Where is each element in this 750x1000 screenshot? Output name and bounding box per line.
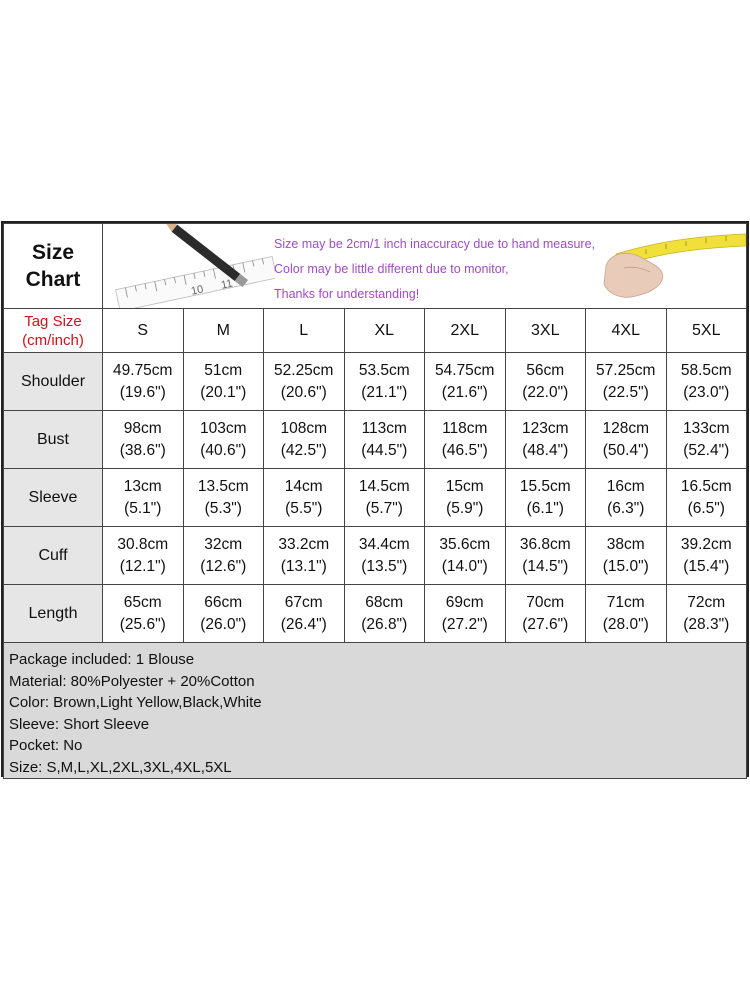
measurement-cell (666, 411, 747, 469)
material-line: Material: 80%Polyester + 20%Cotton (9, 672, 255, 690)
cm-value: 56cm (526, 361, 565, 379)
measurement-cell (264, 353, 345, 411)
size-header-3xl: 3XL (505, 309, 586, 353)
inch-value: (46.5") (441, 441, 488, 459)
size-header-m: M (183, 309, 264, 353)
size-header-s: S (103, 309, 184, 353)
measurement-cell (264, 469, 345, 527)
cm-value: 70cm (526, 593, 565, 611)
inch-value: (28.3") (683, 615, 730, 633)
cm-value: 58.5cm (680, 361, 732, 379)
cm-value: 52.25cm (274, 361, 334, 379)
inch-value: (5.1") (124, 499, 162, 517)
inch-value: (38.6") (119, 441, 166, 459)
inch-value: (23.0") (683, 383, 730, 401)
inch-value: (5.7") (365, 499, 403, 517)
measurement-row-length (4, 585, 747, 643)
cm-value: 38cm (606, 535, 645, 553)
inch-value: (6.1") (526, 499, 564, 517)
cm-value: 54.75cm (435, 361, 495, 379)
measurement-cell (183, 353, 264, 411)
measurement-cell (586, 353, 667, 411)
size-chart (1, 221, 749, 777)
banner-note-thanks: Thanks for understanding! (274, 287, 420, 301)
inch-value: (5.5") (285, 499, 323, 517)
measurement-cell (505, 585, 586, 643)
measurement-cell (103, 585, 184, 643)
measurement-cell (586, 585, 667, 643)
measurement-cell (505, 411, 586, 469)
cm-value: 57.25cm (596, 361, 656, 379)
ruler-number-10: 10 (190, 283, 205, 298)
package-info (4, 643, 747, 779)
inch-value: (26.0") (200, 615, 247, 633)
inch-value: (13.1") (280, 557, 327, 575)
measurement-cell (103, 527, 184, 585)
inch-value: (26.4") (280, 615, 327, 633)
measurement-cell (344, 411, 425, 469)
measurement-row-shoulder (4, 353, 747, 411)
cm-value: 123cm (521, 419, 569, 437)
inch-value: (14.5") (522, 557, 569, 575)
inch-value: (5.3") (204, 499, 242, 517)
cm-value: 68cm (365, 593, 404, 611)
size-header-xl: XL (344, 309, 425, 353)
cm-value: 71cm (606, 593, 645, 611)
measurement-cell (505, 527, 586, 585)
inch-value: (6.5") (687, 499, 725, 517)
cm-value: 49.75cm (113, 361, 173, 379)
measurement-cell (425, 469, 506, 527)
inch-value: (40.6") (200, 441, 247, 459)
inch-value: (21.6") (441, 383, 488, 401)
measurement-cell (505, 353, 586, 411)
inch-value: (22.5") (602, 383, 649, 401)
inch-value: (19.6") (119, 383, 166, 401)
package-included-line: Package included: 1 Blouse (9, 651, 195, 668)
size-chart-table (3, 223, 747, 779)
measurement-cell (183, 527, 264, 585)
cm-value: 33.2cm (278, 535, 330, 553)
inch-value: (52.4") (683, 441, 730, 459)
pencil-ruler-icon (105, 224, 275, 308)
inch-value: (15.4") (683, 557, 730, 575)
size-list-line: Size: S,M,L,XL,2XL,3XL,4XL,5XL (9, 758, 232, 776)
measurement-cell (586, 411, 667, 469)
row-label: Length (4, 585, 103, 643)
cm-value: 51cm (204, 361, 243, 379)
cm-value: 15cm (445, 477, 484, 495)
inch-value: (20.1") (200, 383, 247, 401)
cm-value: 35.6cm (439, 535, 491, 553)
measurement-cell (666, 527, 747, 585)
inch-value: (12.1") (119, 557, 166, 575)
measurement-cell (425, 585, 506, 643)
measurement-cell (505, 469, 586, 527)
cm-value: 14.5cm (358, 477, 410, 495)
inch-value: (42.5") (280, 441, 327, 459)
cm-value: 66cm (204, 593, 243, 611)
size-chart-title-line1: Size (31, 241, 75, 264)
row-label: Cuff (4, 527, 103, 585)
inch-value: (13.5") (361, 557, 408, 575)
measurement-cell (183, 469, 264, 527)
inch-value: (50.4") (602, 441, 649, 459)
row-label: Sleeve (4, 469, 103, 527)
measurement-cell (586, 469, 667, 527)
measurement-row-cuff (4, 527, 747, 585)
sleeve-type-line: Sleeve: Short Sleeve (9, 715, 150, 733)
measurement-rows (4, 353, 747, 643)
inch-value: (27.2") (441, 615, 488, 633)
measurement-cell (586, 527, 667, 585)
measurement-cell (183, 585, 264, 643)
measurement-cell (425, 353, 506, 411)
inch-value: (26.8") (361, 615, 408, 633)
inch-value: (22.0") (522, 383, 569, 401)
inch-value: (28.0") (602, 615, 649, 633)
measurement-cell (666, 585, 747, 643)
size-chart-title-line2: Chart (25, 268, 81, 291)
size-chart-title-cell (4, 224, 103, 309)
banner-note-accuracy: Size may be 2cm/1 inch inaccuracy due to hand measure, (274, 237, 596, 251)
measurement-cell (103, 353, 184, 411)
cm-value: 53.5cm (358, 361, 410, 379)
size-header-5xl: 5XL (666, 309, 747, 353)
measurement-cell (344, 353, 425, 411)
pocket-line: Pocket: No (9, 737, 83, 754)
measurement-cell (103, 411, 184, 469)
cm-value: 13.5cm (197, 477, 249, 495)
measurement-cell (344, 469, 425, 527)
cm-value: 36.8cm (519, 535, 571, 553)
size-header-4xl: 4XL (586, 309, 667, 353)
ruler-number-11: 11 (220, 277, 234, 292)
cm-value: 67cm (284, 593, 323, 611)
cm-value: 30.8cm (117, 535, 169, 553)
measurement-cell (264, 585, 345, 643)
measurement-cell (344, 585, 425, 643)
cm-value: 15.5cm (519, 477, 571, 495)
size-header-2xl: 2XL (425, 309, 506, 353)
cm-value: 13cm (123, 477, 162, 495)
measurement-cell (264, 411, 345, 469)
tag-size-label: Tag Size (cm/inch) (4, 309, 103, 353)
size-header-l: L (264, 309, 345, 353)
measurement-cell (103, 469, 184, 527)
measurement-cell (425, 411, 506, 469)
cm-value: 39.2cm (680, 535, 732, 553)
measurement-cell (264, 527, 345, 585)
row-label: Bust (4, 411, 103, 469)
cm-value: 16.5cm (680, 477, 732, 495)
measurement-row-sleeve (4, 469, 747, 527)
measurement-banner (103, 224, 747, 309)
cm-value: 103cm (199, 419, 247, 437)
cm-value: 133cm (682, 419, 730, 437)
measurement-cell (666, 353, 747, 411)
inch-value: (14.0") (441, 557, 488, 575)
cm-value: 14cm (284, 477, 323, 495)
cm-value: 34.4cm (358, 535, 410, 553)
measurement-cell (425, 527, 506, 585)
measurement-row-bust (4, 411, 747, 469)
banner-note-color: Color may be little different due to monitor, (274, 262, 509, 276)
cm-value: 72cm (687, 593, 726, 611)
inch-value: (12.6") (200, 557, 247, 575)
cm-value: 98cm (123, 419, 162, 437)
cm-value: 118cm (442, 419, 488, 437)
cm-value: 32cm (204, 535, 243, 553)
cm-value: 128cm (602, 419, 650, 437)
inch-value: (44.5") (361, 441, 408, 459)
cm-value: 65cm (123, 593, 162, 611)
cm-value: 108cm (280, 419, 328, 437)
inch-value: (25.6") (119, 615, 166, 633)
cm-value: 113cm (361, 419, 407, 437)
inch-value: (15.0") (602, 557, 649, 575)
cm-value: 16cm (606, 477, 645, 495)
inch-value: (21.1") (361, 383, 408, 401)
row-label: Shoulder (4, 353, 103, 411)
measurement-cell (183, 411, 264, 469)
measurement-cell (666, 469, 747, 527)
inch-value: (27.6") (522, 615, 569, 633)
inch-value: (5.9") (446, 499, 484, 517)
cm-value: 69cm (445, 593, 484, 611)
inch-value: (48.4") (522, 441, 569, 459)
inch-value: (6.3") (607, 499, 645, 517)
tape-measure-hand-icon (596, 224, 746, 308)
inch-value: (20.6") (280, 383, 327, 401)
color-line: Color: Brown,Light Yellow,Black,White (9, 694, 262, 711)
measurement-cell (344, 527, 425, 585)
